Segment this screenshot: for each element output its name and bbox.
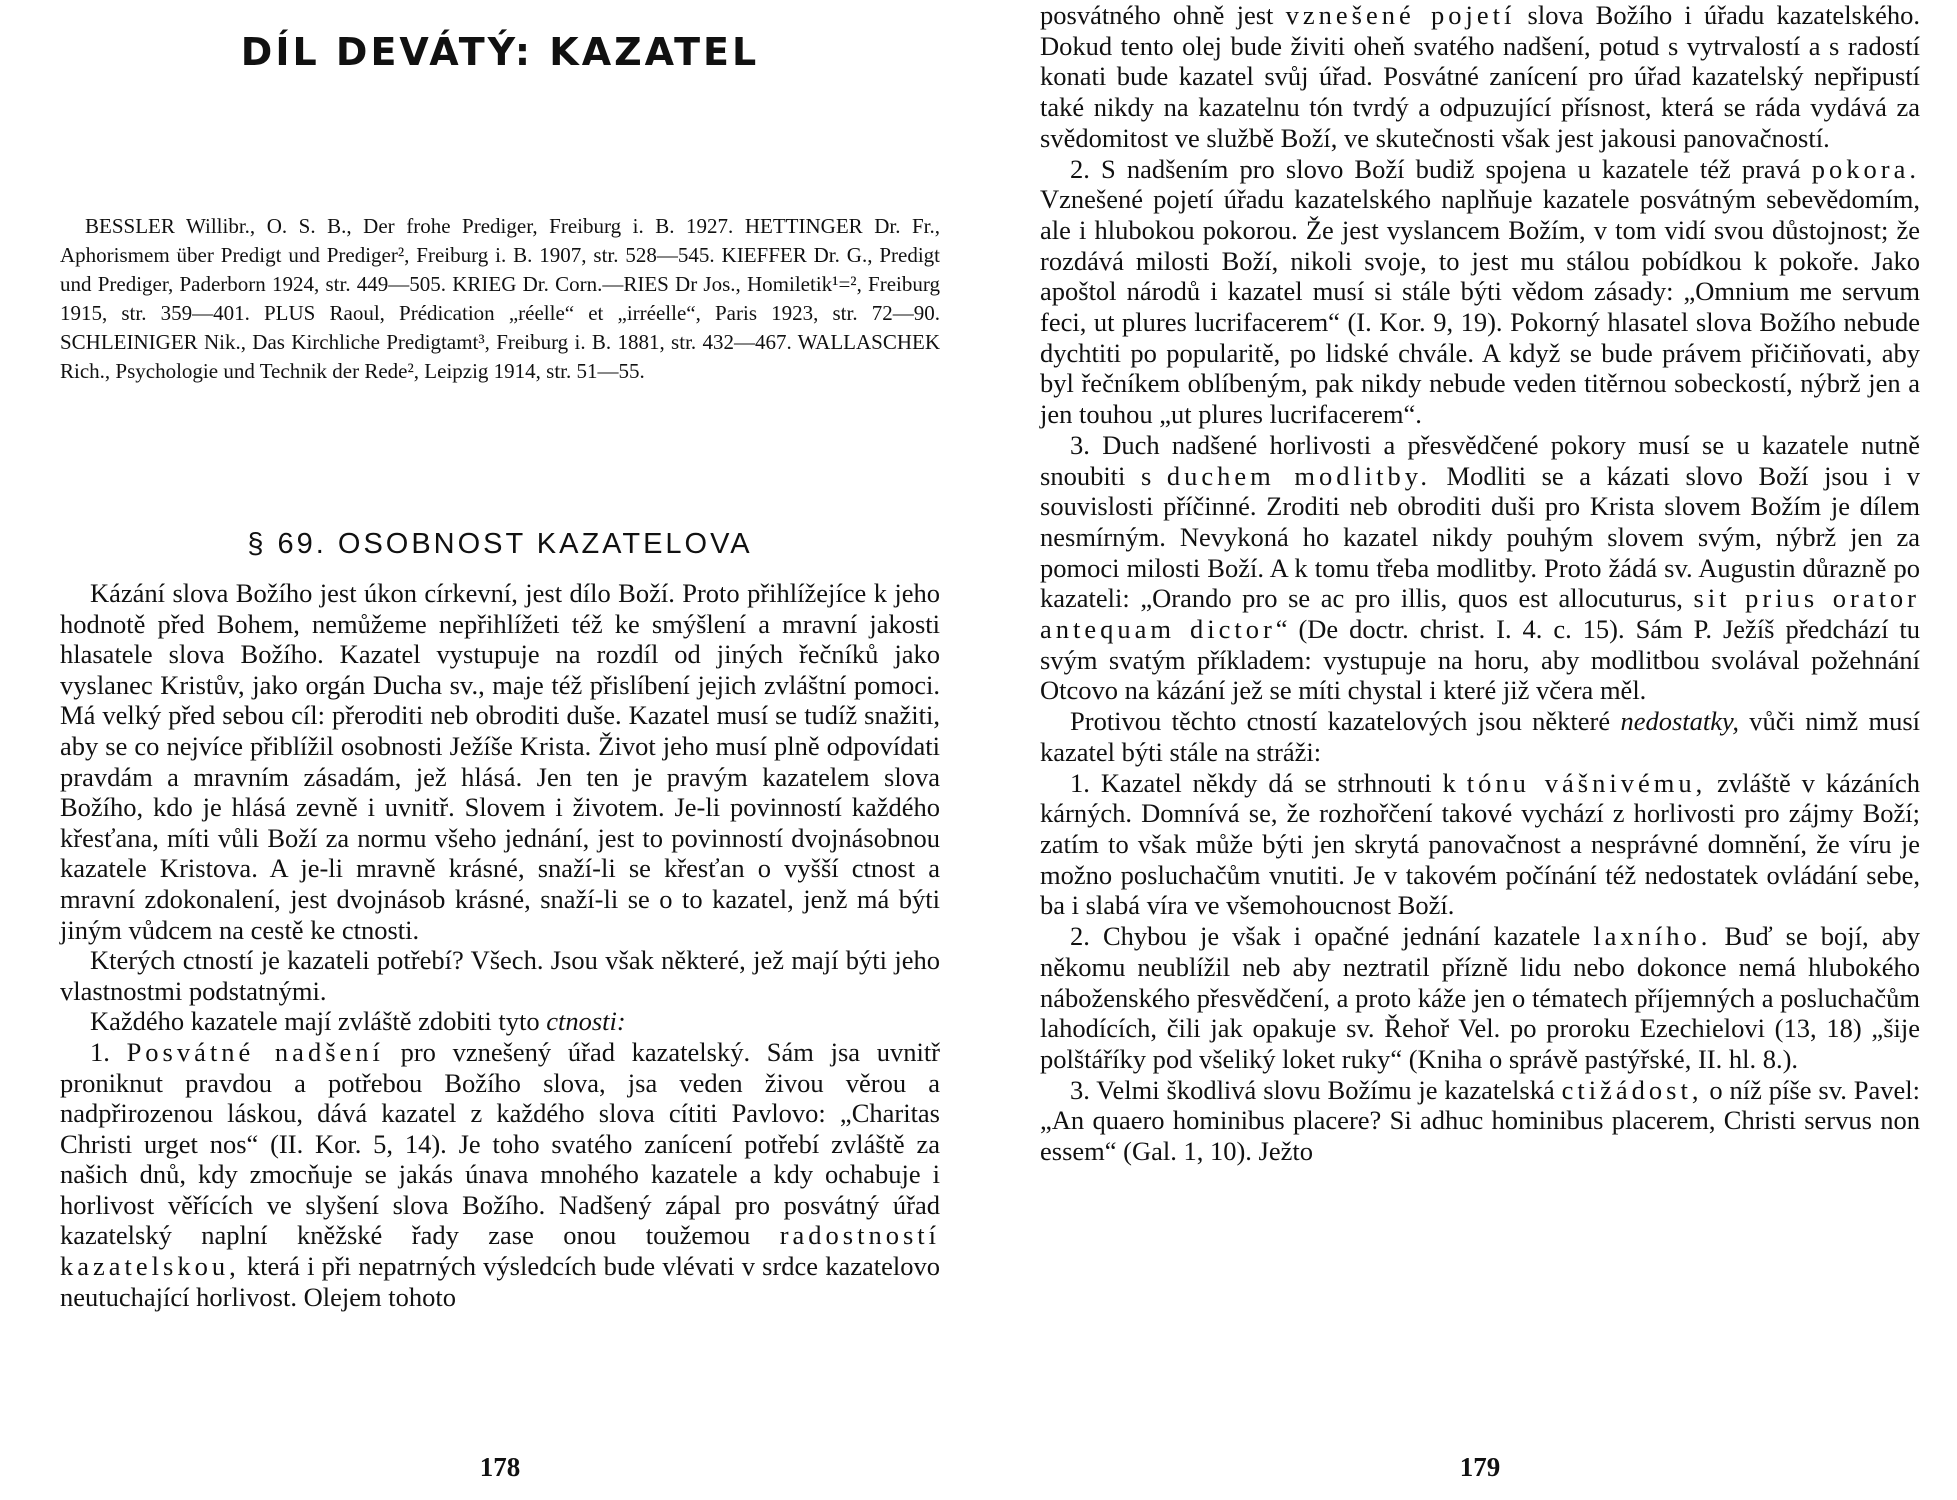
paragraph xyxy=(1040,921,1920,1075)
paragraph-text: Modliti se a kázati slovo Boží jsou i v souvislosti příčinné. Zroditi neb obroditi duši pro Krista slovem Božím je dílem nesmírným. Nevykoná ho kazatel nikdy pouhým slovem svým, nýbrž jen za pomoci milosti Boží. A k tomu třeba modlitby. Proto žádá sv. Augustin důrazně po kazateli: „Orando pro se ac pro illis, quos est allocuturus, xyxy=(1040,460,1921,614)
spaced-emphasis: sit prius orator antequam dictor xyxy=(1040,583,1921,645)
emphasis-text: nedostatky, xyxy=(1620,706,1739,737)
spaced-emphasis: vznešené pojetí xyxy=(1285,0,1516,30)
spaced-emphasis: tónu vášnivému, xyxy=(1466,767,1707,798)
paragraph-text: Vznešené pojetí úřadu kazatelského naplňuje kazatele posvátným sebevědomím, ale i hlubokou pokorou. Že jest vyslancem Božím, v tom vidí svou důstojnost; že rozdává milosti Boží, nikoli svoje, to jest mu stálou pobídkou k pokoře. Jako apoštol národů i kazatel musí si stále býti vědom zásady: „Omnium me servum feci, ut plures lucrifacerem“ (I. Kor. 9, 19). Pokorný hlasatel slova Božího nebude dychtiti po popularitě, po lidské chvále. A když se bude právem přičiňovati, aby byl řečníkem oblíbeným, pak nikdy nebude veden titěrnou sobeckostí, nýbrž jen a jen touhou „ut plures lucrifacerem“. xyxy=(1040,184,1920,430)
paragraph xyxy=(1040,1075,1920,1167)
section-title: § 69. OSOBNOST KAZATELOVA xyxy=(247,528,753,560)
right-body-text xyxy=(1040,0,1920,1167)
paragraph-text: 1. Kazatel někdy dá se strhnouti k xyxy=(1070,767,1456,798)
paragraph-text: 2. S nadšením pro slovo Boží budiž spojena u kazatele též pravá xyxy=(1070,153,1801,184)
paragraph xyxy=(1040,0,1920,154)
paragraph-text: posvátného ohně jest xyxy=(1040,0,1274,30)
paragraph xyxy=(1040,154,1920,430)
paragraph: Kterých ctností je kazateli potřebí? Všech. Jsou však některé, jež mají býti jeho vlastnostmi podstatnými. xyxy=(60,945,940,1006)
paragraph-text: vůči nimž musí kazatel býti stále na stráži: xyxy=(1040,706,1921,767)
paragraph xyxy=(1040,768,1920,922)
paragraph-text: 3. Velmi škodlivá slovu Božímu je kazatelská xyxy=(1070,1074,1555,1105)
paragraph-text: 2. Chybou je však i opačné jednání kazatele xyxy=(1070,921,1581,952)
paragraph-text: která i při nepatrných výsledcích bude vlévati v srdce kazatelovo neutuchající horlivost. Olejem tohoto xyxy=(60,1251,941,1312)
left-body-text xyxy=(60,578,940,1312)
spaced-emphasis: ctižádost, xyxy=(1561,1074,1703,1105)
paragraph-text: zvláště v kázáních kárných. Domnívá se, že rozhořčení takové vychází z horlivosti pro zájmy Boží; zatím to však může býti jen skrytá panovačnost a nesprávné domnění, že víru je možno posluchačům vnutiti. Je v takovém počínání též nedostatek ovládání sebe, ba i slabá víra ve všemohoucnost Boží. xyxy=(1040,767,1921,921)
page-number: 178 xyxy=(479,1452,521,1482)
paragraph-text: Buď se bojí, aby někomu neublížil neb aby neztratil přízně lidu nebo dokonce nemá hlubokého náboženského přesvědčení, a proto káže jen o tématech příjemných a posluchačům lahodících, čili jak opakuje sv. Řehoř Vel. po proroku Ezechielovi (13, 18) „šije polštáříky pod všeliký loket ruky“ (Kniha o správě pastýřské, II. hl. 8.). xyxy=(1040,921,1920,1074)
paragraph-text: slova Božího i úřadu kazatelského. Dokud tento olej bude živiti oheň svatého nadšení, potud s vytrvalostí a s radostí konati bude kazatel svůj úřad. Posvátné zanícení pro úřad kazatelský nepřipustí také nikdy na kazatelnu tón tvrdý a odpuzující přísnost, která se ráda vydává za svědomitost ve službě Boží, ve skutečnosti však jest jakousi panovačností. xyxy=(1040,0,1921,153)
emphasis-text: ctnosti: xyxy=(546,1006,626,1037)
page-number: 179 xyxy=(1459,1452,1501,1482)
paragraph xyxy=(60,1037,940,1312)
spaced-emphasis: duchem modlitby. xyxy=(1166,460,1431,491)
paragraph-text: 3. Duch nadšené horlivosti a přesvědčené pokory musí se u kazatele nutně snoubiti s xyxy=(1040,429,1920,491)
paragraph-text: Každého kazatele mají zvláště zdobiti tyto xyxy=(90,1006,540,1037)
chapter-title: DÍL DEVÁTÝ: KAZATEL xyxy=(240,30,760,74)
bibliography: BESSLER Willibr., O. S. B., Der frohe Prediger, Freiburg i. B. 1927. HETTINGER Dr. Fr., Aphorismem über Predigt und Prediger², Freiburg i. B. 1907, str. 528—545. KIEFFER Dr. G., Predigt und Prediger, Paderborn 1924, str. 449—505. KRIEG Dr. Corn.—RIES Dr Jos., Homiletik¹=², Freiburg 1915, str. 359—401. PLUS Raoul, Prédication „réelle“ et „irréelle“, Paris 1923, str. 72—90. SCHLEINIGER Nik., Das Kirchliche Predigtamt³, Freiburg i. B. 1881, str. 432—467. WALLASCHEK Rich., Psychologie und Technik der Rede², Leipzig 1914, str. 51—55. xyxy=(60,214,940,383)
spaced-emphasis: pokora. xyxy=(1811,153,1920,184)
spaced-emphasis: Posvátné nadšení xyxy=(126,1036,384,1067)
list-number: 1. xyxy=(90,1036,110,1067)
spaced-emphasis: radostností kazatelskou, xyxy=(60,1220,941,1282)
spaced-emphasis: laxního. xyxy=(1593,921,1712,952)
paragraph xyxy=(1040,430,1920,706)
paragraph-text: pro vznešený úřad kazatelský. Sám jsa uvnitř proniknut pravdou a potřebou Božího slova, jsa veden živou věrou a nadpřirozenou láskou, dává kazatel z každého slova cítiti Pavlovo: „Charitas Christi urget nos“ (II. Kor. 5, 14). Je toho svatého zanícení potřebí zvláště za našich dnů, kdy zmocňuje se jakás únava mnohého kazatele a kdy ochabuje i horlivost věřících ve slyšení slova Božího. Nadšený zápal pro posvátný úřad kazatelský naplní kněžské řady zase onou toužemou xyxy=(60,1036,941,1251)
paragraph-text: “ (De doctr. christ. I. 4. c. 15). Sám P. Ježíš předchází tu svým svatým příkladem: vystupuje na horu, aby modlitbou svolával požehnání Otcovo na kázání jež se míti chystal i které již včera měl. xyxy=(1040,614,1920,706)
paragraph-text: o níž píše sv. Pavel: „An quaero hominibus placere? Si adhuc hominibus placerem, Christi servus non essem“ (Gal. 1, 10). Ježto xyxy=(1040,1074,1921,1167)
paragraph xyxy=(60,1006,940,1037)
paragraph: Kázání slova Božího jest úkon církevní, jest dílo Boží. Proto přihlížejíce k jeho hodnotě před Bohem, nemůžeme nepřihlížeti též ke smýšlení a mravní jakosti hlasatele slova Božího. Kazatel vystupuje na rozdíl od jiných řečníků jako vyslanec Kristův, jako orgán Ducha sv., maje též přislíbení jejich zvláštní pomoci. Má velký před sebou cíl: přeroditi neb obroditi duše. Kazatel musí se tudíž snažiti, aby se co nejvíce přiblížil osobnosti Ježíše Krista. Život jeho musí plně odpovídati pravdám a mravním zásadám, jež hlásá. Jen ten je pravým kazatelem slova Božího, kdo je hlásá zevně i uvnitř. Slovem i životem. Je-li povinností každého křesťana, míti vůli Boží za normu všeho jednání, jest to povinností dvojnásobnou kazatele Kristova. A je-li mravně krásné, snaží-li se křesťan o vyšší ctnost a mravní zdokonalení, jest dvojnásob krásné, snaží-li se o to kazatel, jenž má býti jiným vůdcem na cestě ke ctnosti. xyxy=(60,578,940,945)
paragraph xyxy=(1040,706,1920,767)
paragraph-text: Protivou těchto ctností kazatelových jsou některé xyxy=(1070,706,1611,737)
